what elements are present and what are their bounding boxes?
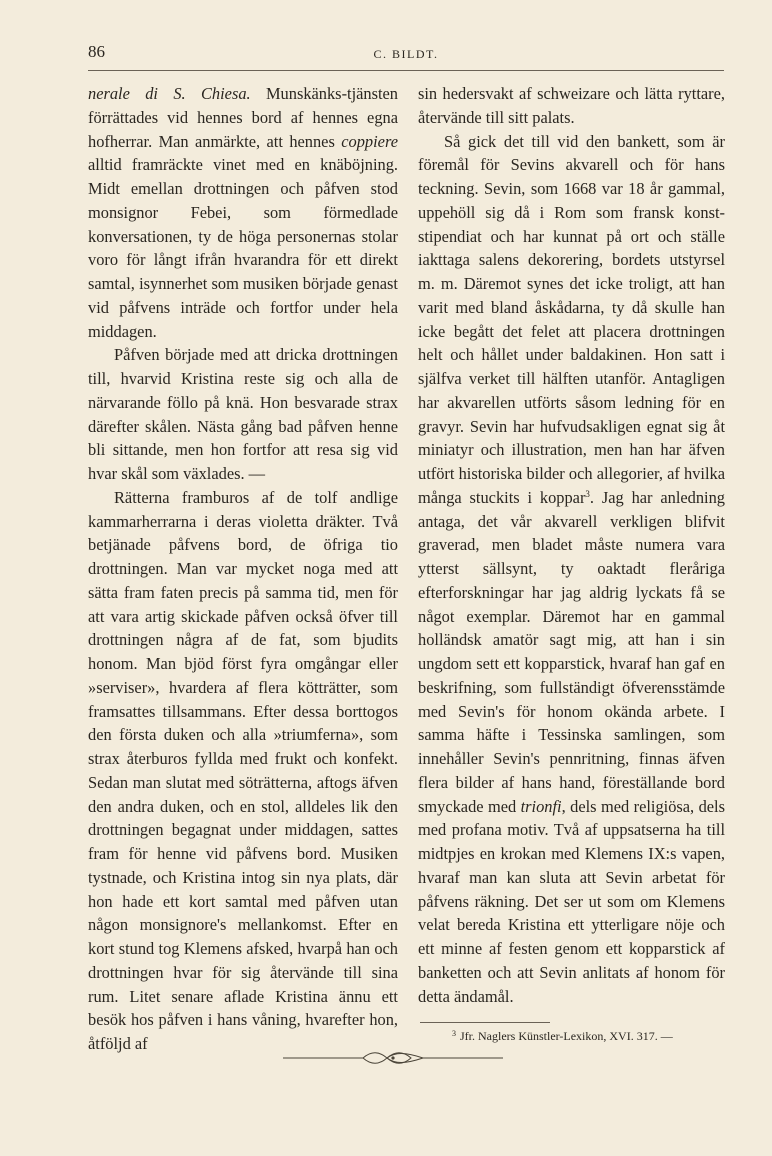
paragraph: Rätterna framburos af de tolf andlige kammarherrarna i deras violetta dräkter. Två betjänade påfvens bord, de öfriga tio drottningen. Man var mycket noga med att sätta fram faten precis på samma tid, men för att vara artig skickade påfven också öfver till drottningen några af de fat, som bjudits honom. Man bjöd först fyra omgångar eller »serviser», hvardera af flera kötträtter, som framsattes tillsammans. Efter dessa borttogos den första duken och alla »triumferna», som strax återburos fyllda med frukt och konfekt. Sedan man slutat med söträtterna, aftogs äfven den andra duken, och en stol, alldeles lik den drottningen begagnat under middagen, sattes fram för henne vid påfvens bord. Musiken tystnade, och Kristina intog sin nya plats, där hon hade ett kort samtal med påfven utan någon monsignore's mellankomst. Efter en kort stund tog Klemens afsked, hvarpå han och drottningen hvar för sig återvände till sina rum. Litet senare aflade Kristina ännu ett besök hos påfven i hans våning, hvarefter hon, åtföljd af [88, 487, 398, 1053]
italic-word: trionfi [520, 796, 562, 816]
ornament-divider [283, 1050, 503, 1066]
paragraph: Påfven började med att dricka drottningen till, hvarvid Kristina reste sig och alla de närvarande föllo på knä. Hon besvarade strax därefter skålen. Nästa gång bad påfven henne bli sittande, men hon fortfor att resa sig vid hvar skål som växlades. — [88, 345, 398, 483]
paragraph: sin hedersvakt af schweizare och lätta ryttare, återvände till sitt palats. [418, 84, 725, 127]
text-run: Munskänks-tjänsten förrättades vid hennes bord af hennes egna hofherrar. Man anmärkte, att hennes [88, 84, 399, 151]
text-run: . Jag har anledning antaga, det vår akvarell verkligen blifvit graverad, men bladet måste numera vara ytterst sällsynt, ty oaktadt fleråriga efterforskningar har jag aldrig lyckats få se något exemplar. Däremot har en gammal holländsk amatör sagt mig, att han i sin ungdom sett ett kopparstick, hvaraf han gaf en beskrifning, som fullständigt öfverensstämde med Sevin's för honom okända arbete. I samma häfte i Tessinska samlingen, som innehåller Sevin's pennritning, finnas äfven flera bilder af hans hand, föreställande bord smyckade med [418, 487, 725, 816]
left-column [88, 82, 398, 1056]
paragraph [88, 82, 398, 343]
page-header [88, 40, 724, 71]
text-run: alltid framräckte vinet med en knäböjning. Midt emellan drottningen och påfven stod monsignor Febei, som förmedlade konversationen, ty de höga personernas stolar voro för långt ifrån hvarandra för ett direkt samtal, isynnerhet som musiken började genast vid påfvens inträde och fortfor under hela middagen. [88, 155, 398, 341]
footnote-reference: 3 [585, 488, 590, 499]
italic-phrase: nerale di S. Chiesa. [88, 84, 251, 103]
right-column [418, 82, 725, 1008]
page-number: 86 [88, 42, 105, 61]
footnote-text: Jfr. Naglers Künstler-Lexikon, XVI. 317. — [460, 1029, 673, 1043]
text-run: , dels med religiösa, dels med profana motiv. Två af uppsatserna ha till midtpjes en krokan med Klemens IX:s vapen, hvaraf man kan sluta att Sevin arbetat för påfvens räkning. Det ser ut som om Klemens velat bereda Kristina ett ytterligare nöje och ett minne af festen genom ett kopparstick af banketten och att Sevin anlitats af honom för detta ändamål. [418, 796, 725, 1006]
italic-word: coppiere [341, 131, 398, 151]
footnote-mark: 3 [452, 1029, 456, 1038]
running-head: C. BILDT. [373, 47, 439, 61]
footnote-rule [420, 1022, 550, 1023]
text-run: Så gick det till vid den bankett, som är föremål för Sevins akvarell och för hans teckning. Sevin, som 1668 var 18 år gammal, uppehöll sig då i Rom som fransk konst-stipendiat och har kunnat på ort och ställe iakttaga salens dekorering, bordets utstyrsel m. m. Däremot synes det icke troligt, att han varit med bland åskådarna, ty då skulle han icke begått det felet att placera drottningen helt och hållet under baldakinen. Hon satt i själfva verket till hälften utanför. Antagligen har akvarellen utförts såsom ledning för en gravyr. Sevin har hufvudsakligen egnat sig åt miniatyr och illustration, men han har äfven utfört historiska bilder och allegorier, af hvilka många stuckits i koppar [418, 131, 725, 507]
footnote [452, 1026, 732, 1044]
paragraph [418, 130, 725, 1009]
